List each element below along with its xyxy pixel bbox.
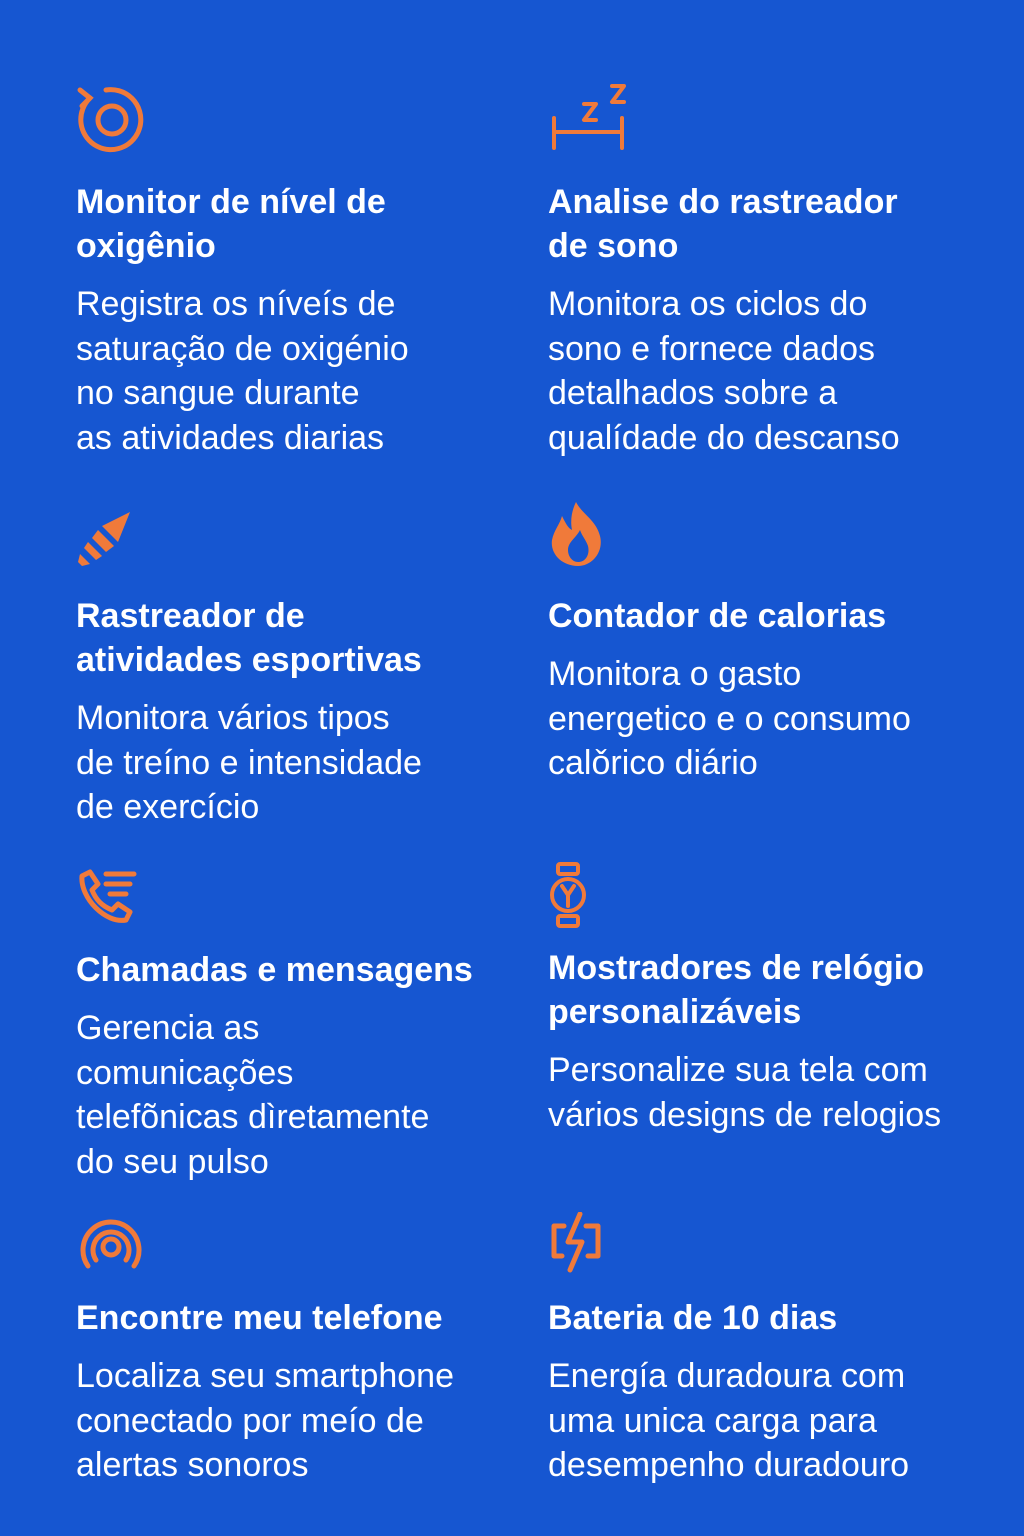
feature-description: Monitora o gasto energetico e o consumo calǒrico diário: [548, 655, 911, 782]
rocket-activity-icon: [76, 508, 136, 568]
feature-title: Monitor de nível de oxigênio: [76, 183, 386, 265]
feature-title: Rastreador de atividades esportivas: [76, 597, 422, 679]
feature-title: Bateria de 10 dias: [548, 1299, 838, 1337]
oxygen-ring-icon: [76, 84, 148, 156]
find-phone-signal-icon: [76, 1214, 144, 1278]
feature-description: Localiza seu smartphone conectado por meío de alertas sonoros: [76, 1357, 455, 1484]
feature-title: Contador de calorias: [548, 597, 887, 635]
feature-description: Registra os níveís de saturação de oxigénio no sangue durante as atividades diarias: [76, 285, 409, 457]
battery-bolt-icon: [548, 1212, 604, 1274]
feature-title: Mostradores de relógio personalizáveis: [548, 949, 924, 1031]
feature-description: Monitora vários tipos de treíno e intensidade de exercício: [76, 699, 422, 826]
feature-description: Personalize sua tela com vários designs de relogios: [548, 1051, 942, 1134]
watch-face-icon: [548, 862, 588, 928]
feature-description: Monitora os ciclos do sono e fornece dados detalhados sobre a qualídade do descanso: [548, 285, 900, 457]
sleep-bed-zz-icon: [548, 76, 628, 156]
feature-title: Chamadas e mensagens: [76, 951, 473, 989]
feature-description: Energía duradoura com uma unica carga para desempenho duradouro: [548, 1357, 910, 1484]
feature-description: Gerencia as comunicações telefõnicas dìretamente do seu pulso: [76, 1009, 430, 1181]
phone-message-icon: [76, 866, 140, 926]
flame-icon: [548, 500, 608, 568]
feature-title: Analise do rastreador de sono: [548, 183, 898, 265]
feature-title: Encontre meu telefone: [76, 1299, 443, 1337]
